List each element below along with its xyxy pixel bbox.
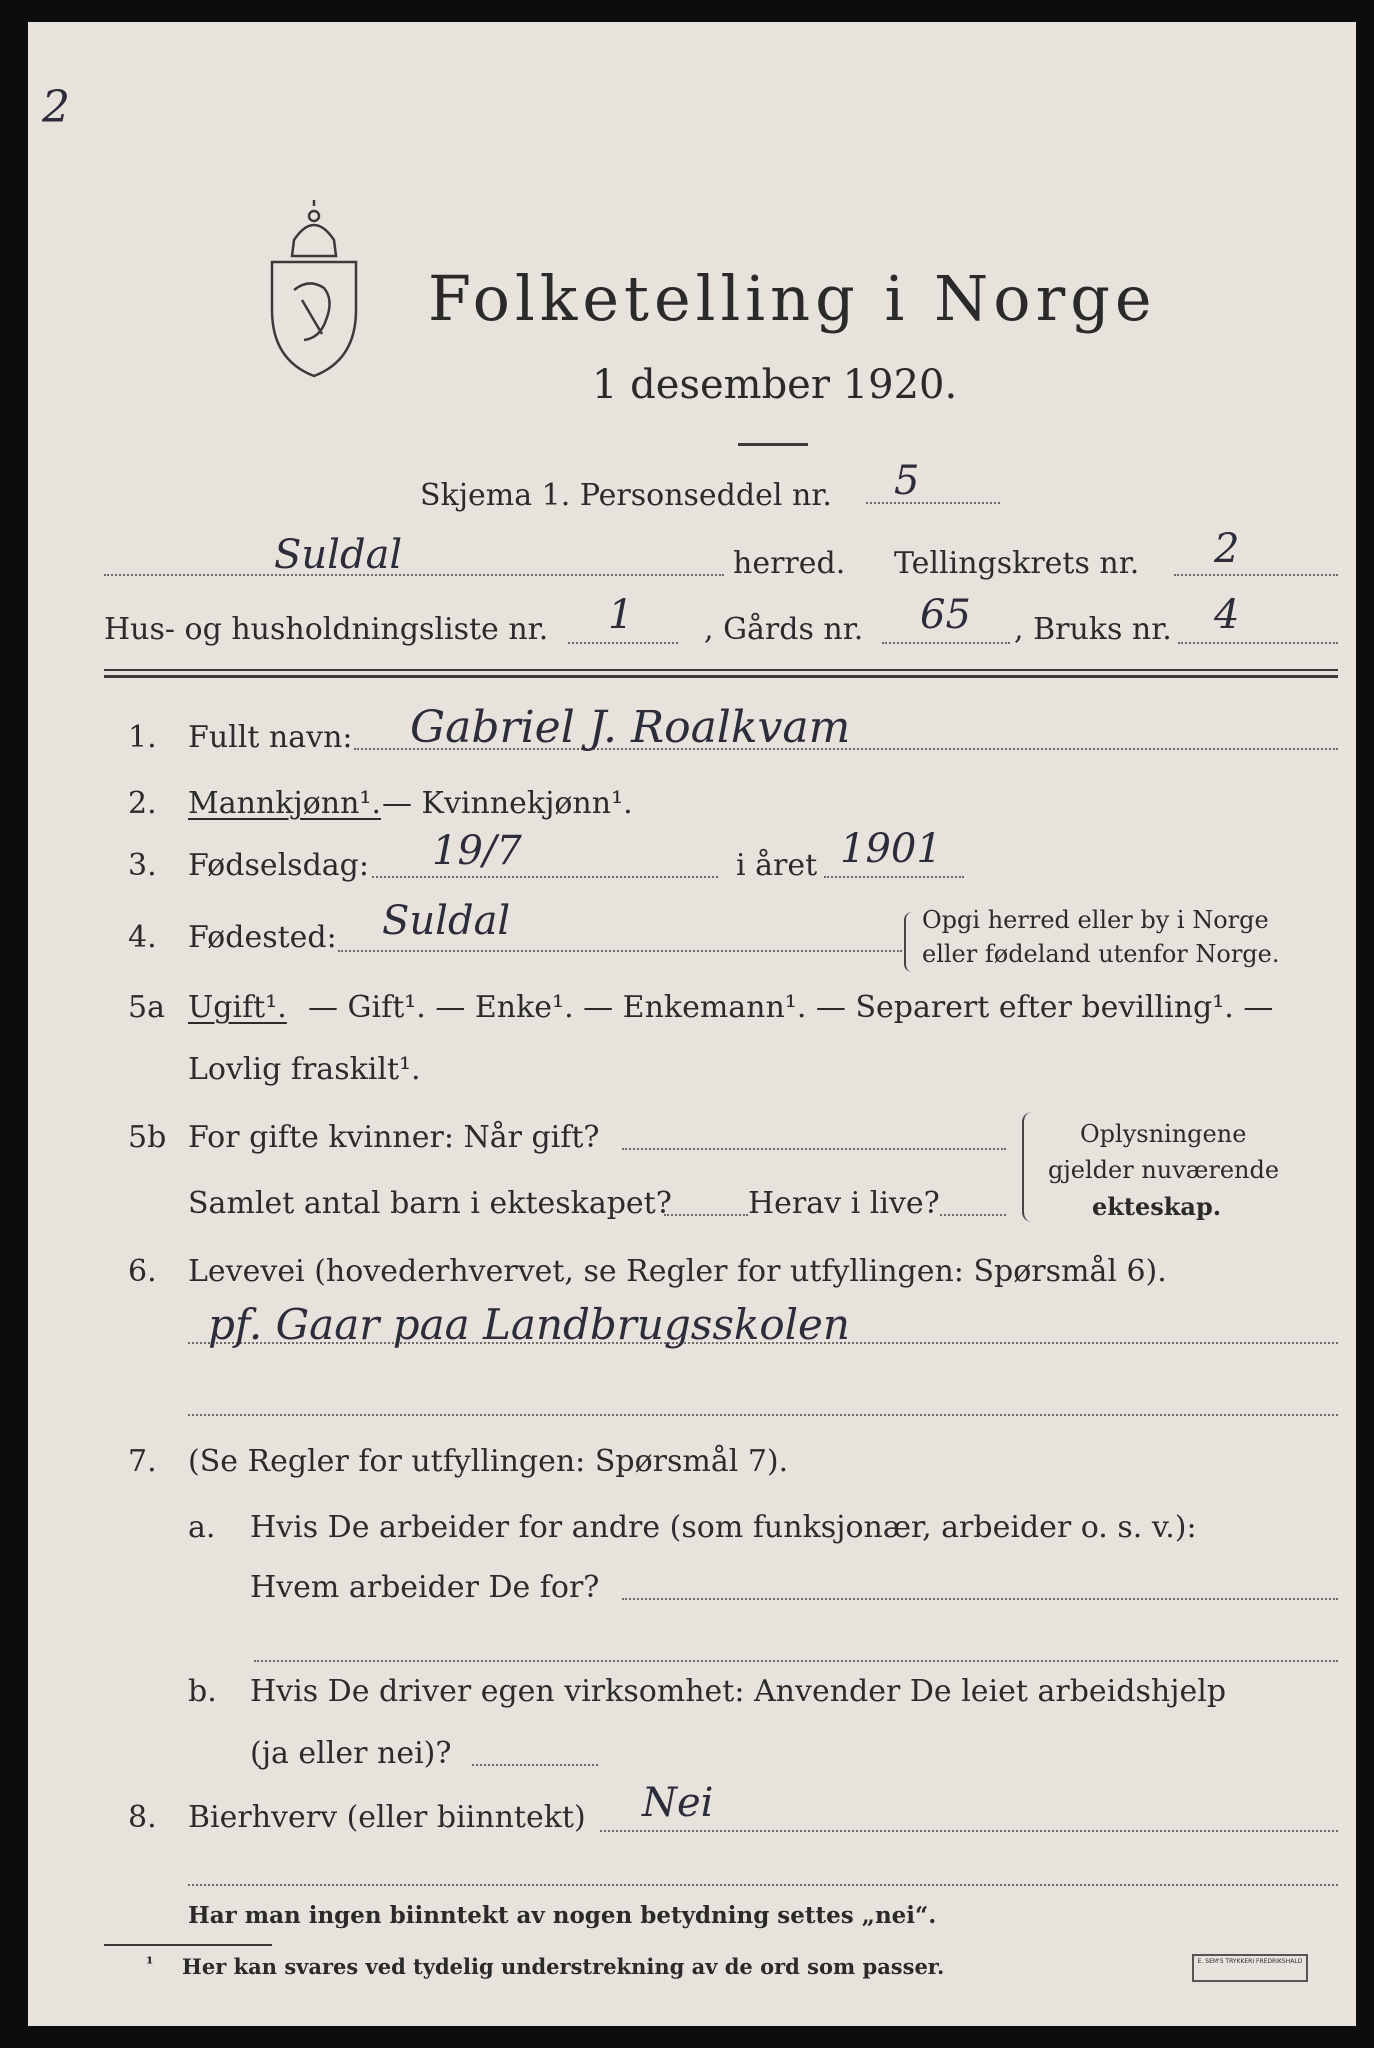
corner-mark: 2 (42, 82, 70, 133)
q8-label: Bierhverv (eller biinntekt) (188, 1800, 586, 1835)
q3-number: 3. (128, 848, 157, 883)
q3-year-label: i året (736, 848, 818, 883)
birthplace-value: Suldal (382, 898, 511, 944)
q7a-label: Hvis De arbeider for andre (som funksjonær, arbeider o. s. v.): (250, 1510, 1197, 1545)
q7-number: 7. (128, 1444, 157, 1479)
tellingskrets-number: 2 (1214, 526, 1240, 572)
tellingskrets-label: Tellingskrets nr. (894, 546, 1140, 581)
personseddel-number: 5 (894, 458, 920, 504)
full-name-value: Gabriel J. Roalkvam (410, 702, 851, 753)
footnote-rule (104, 1944, 272, 1946)
q1-number: 1. (128, 720, 157, 755)
q7b-yesno-label: (ja eller nei)? (250, 1736, 452, 1771)
title-divider (738, 443, 808, 446)
bruks-label: , Bruks nr. (1014, 612, 1172, 647)
q5a-number: 5a (128, 990, 165, 1025)
birthplace-note-line2: eller fødeland utenfor Norge. (922, 940, 1280, 968)
marriage-note-line2: gjelder nuværende (1048, 1156, 1280, 1184)
occupation-value: pf. Gaar paa Landbrugsskolen (208, 1300, 850, 1349)
side-income-value: Nei (642, 1780, 714, 1826)
status-other-options: — Gift¹. — Enke¹. — Enkemann¹. — Separert efter bevilling¹. — (308, 990, 1274, 1025)
q7b-number: b. (188, 1674, 217, 1709)
q7a-number: a. (188, 1510, 216, 1545)
marriage-note-line3: ekteskap. (1092, 1192, 1222, 1221)
status-ugift-option: Ugift¹. (188, 990, 287, 1025)
q1-label: Fullt navn: (188, 720, 353, 755)
birth-year-value: 1901 (840, 826, 942, 872)
husholdningsliste-label: Hus- og husholdningsliste nr. (104, 612, 549, 647)
q2-number: 2. (128, 786, 157, 821)
children-total-label: Samlet antal barn i ekteskapet? (188, 1186, 672, 1221)
gender-male-option: Mannkjønn¹. (188, 786, 381, 821)
q7-label: (Se Regler for utfyllingen: Spørsmål 7). (188, 1444, 789, 1479)
q7a-employer-label: Hvem arbeider De for? (250, 1570, 600, 1605)
herred-label: herred. (733, 546, 846, 581)
married-when-label: For gifte kvinner: Når gift? (188, 1120, 600, 1155)
q4-number: 4. (128, 920, 157, 955)
side-income-note: Har man ingen biinntekt av nogen betydning settes „nei“. (188, 1902, 937, 1929)
q4-label: Fødested: (188, 920, 337, 955)
children-alive-label: Herav i live? (748, 1186, 940, 1221)
q3-label: Fødselsdag: (188, 848, 369, 883)
husholdningsliste-number: 1 (608, 592, 634, 638)
census-date: 1 desember 1920. (592, 362, 958, 408)
skjema-label: Skjema 1. Personseddel nr. (420, 478, 832, 513)
q6-label: Levevei (hovederhvervet, se Regler for utfyllingen: Spørsmål 6). (188, 1254, 1167, 1289)
census-form (28, 22, 1356, 2026)
printer-stamp: E. SEM'S TRYKKERI FREDRIKSHALD (1192, 1954, 1308, 1982)
header-rule (104, 669, 1338, 671)
footnote-mark: ¹ (146, 1954, 154, 1974)
birth-date-value: 19/7 (432, 828, 522, 874)
birthplace-note-line1: Opgi herred eller by i Norge (922, 906, 1269, 934)
q6-number: 6. (128, 1254, 157, 1289)
form-title: Folketelling i Norge (428, 262, 1157, 335)
q7b-label: Hvis De driver egen virksomhet: Anvender De leiet arbeidshjelp (250, 1674, 1227, 1709)
q5b-number: 5b (128, 1120, 167, 1155)
herred-name: Suldal (274, 532, 403, 578)
footnote-text: Her kan svares ved tydelig understrekning av de ord som passer. (182, 1954, 945, 1979)
q8-number: 8. (128, 1800, 157, 1835)
status-fraskilt-option: Lovlig fraskilt¹. (188, 1052, 421, 1087)
marriage-note-line1: Oplysningene (1080, 1120, 1247, 1148)
gards-number: 65 (920, 592, 971, 638)
coat-of-arms-icon (264, 200, 364, 380)
gards-label: , Gårds nr. (704, 612, 864, 647)
bruks-number: 4 (1214, 592, 1240, 638)
gender-other-options: — Kvinnekjønn¹. (382, 786, 633, 821)
